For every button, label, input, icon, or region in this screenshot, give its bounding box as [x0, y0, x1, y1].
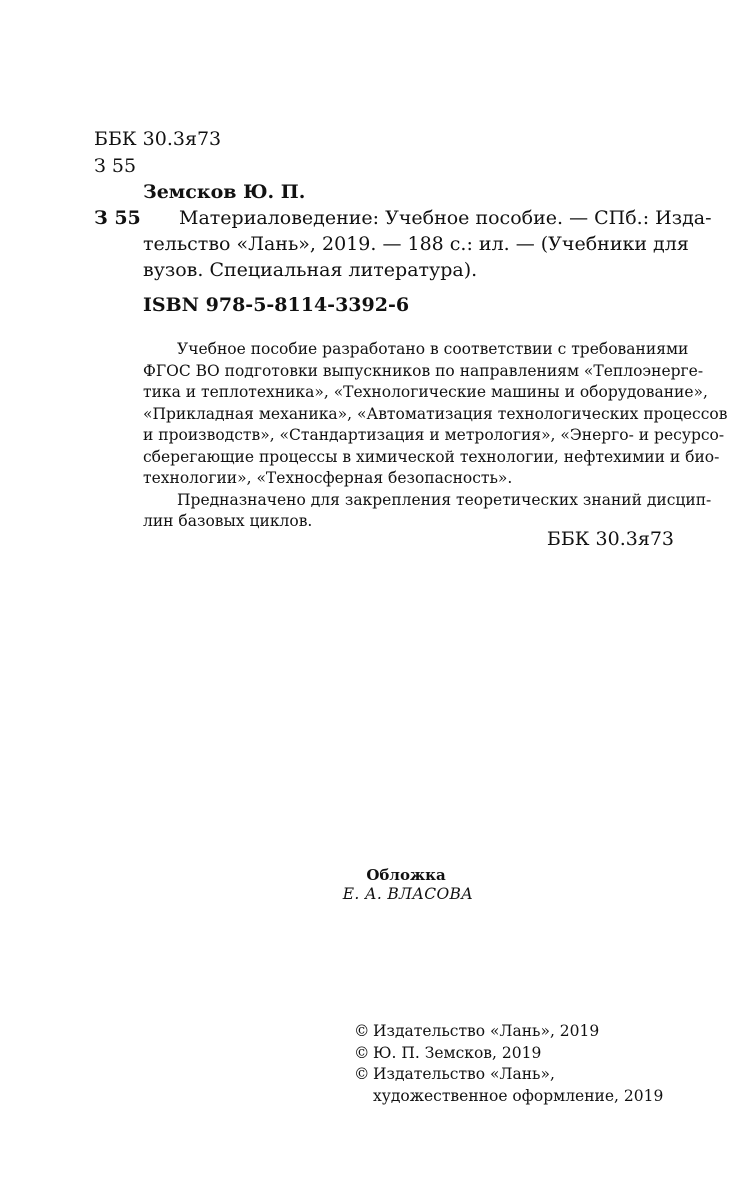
cover-designer: Е. А. ВЛАСОВА [342, 885, 474, 903]
biblio-line: Материаловедение: Учебное пособие. — СПб.: Изда- [179, 207, 712, 229]
copyright-icon: © [354, 1043, 370, 1062]
copyright-block [354, 1021, 663, 1107]
bbk-index: ББК 30.3я73 [94, 128, 222, 150]
copyright-row [354, 1043, 663, 1065]
author-sign: З 55 [94, 207, 141, 229]
cover-credit [0, 866, 756, 904]
biblio-line: вузов. Специальная литература). [143, 259, 478, 281]
copyright-row [354, 1021, 663, 1043]
cover-label: Обложка [366, 866, 446, 884]
annotation-line: Учебное пособие разработано в соответствии с требованиями [177, 340, 689, 358]
bbk-index-footer: ББК 30.3я73 [546, 528, 674, 550]
bibliographic-description [143, 205, 712, 283]
copyright-row [354, 1064, 663, 1086]
copyright-icon: © [354, 1065, 370, 1083]
copyright-text: Издательство «Лань», 2019 [373, 1022, 600, 1040]
annotation-line: и производств», «Стандартизация и метрология», «Энерго- и ресурсо- [143, 426, 725, 444]
copyright-text: Издательство «Лань», [373, 1065, 555, 1083]
copyright-row [354, 1086, 663, 1108]
copyright-continuation: художественное оформление, 2019 [373, 1086, 664, 1105]
annotation-line: ФГОС ВО подготовки выпускников по направлениям «Теплоэнерге- [143, 361, 704, 380]
annotation-line: Предназначено для закрепления теоретических знаний дисцип- [177, 490, 712, 509]
annotation-line: сберегающие процессы в химической технологии, нефтехимии и био- [143, 447, 720, 466]
annotation-line: технологии», «Техносферная безопасность». [143, 469, 513, 487]
isbn: ISBN 978-5-8114-3392-6 [143, 294, 410, 316]
author-sign-top: З 55 [94, 155, 137, 177]
annotation [143, 339, 728, 533]
copyright-icon: © [354, 1022, 370, 1040]
annotation-line: «Прикладная механика», «Автоматизация технологических процессов [143, 404, 728, 423]
author-name: Земсков Ю. П. [143, 181, 306, 203]
biblio-line: тельство «Лань», 2019. — 188 с.: ил. — (Учебники для [143, 233, 689, 255]
annotation-line: лин базовых циклов. [143, 512, 313, 530]
copyright-text: Ю. П. Земсков, 2019 [373, 1043, 542, 1062]
annotation-line: тика и теплотехника», «Технологические машины и оборудование», [143, 383, 708, 401]
